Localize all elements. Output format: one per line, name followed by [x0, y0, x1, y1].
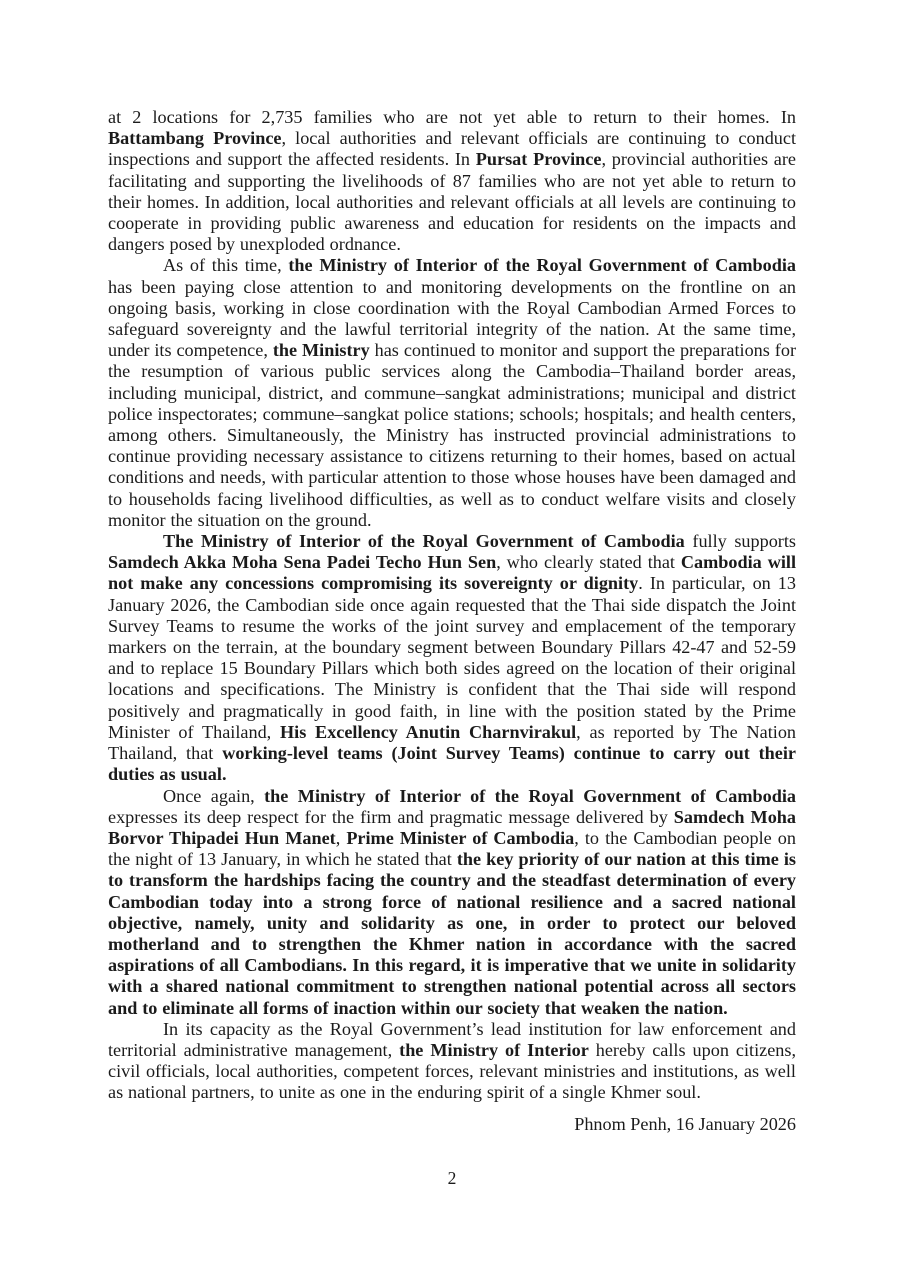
text-run: , who clearly stated that	[496, 552, 681, 573]
text-run: . In particular, on 13 January 2026, the Cambodian side once again requested that the Thai side dispatch the Joint Survey Teams to resume the works of the joint survey and emplacement of the temporary markers on the terrain, at the boundary segment between Boundary Pillars 42-47 and 52-59 and to replace 15 Boundary Pillars which both sides agreed on the location of their original locations and specifications. The Ministry is confident that the Thai side will respond positively and pragmatically in good faith, in line with the position stated by the Prime Minister of Thailand,	[108, 573, 796, 742]
text-run: In its capacity as the Royal Government’s lead institution for law enforcement and territorial administrative management,	[108, 1018, 796, 1060]
text-run: His Excellency Anutin Charnvirakul	[280, 721, 577, 742]
text-run: has continued to monitor and support the preparations for the resumption of various public services along the Cambodia–Thailand border areas, including municipal, district, and commune–sangkat administrations; municipal and district police inspectorates; commune–sangkat police stations; schools; hospitals; and health centers, among others. Simultaneously, the Ministry has instructed provincial administrations to continue providing necessary assistance to citizens returning to their homes, based on actual conditions and needs, with particular attention to those whose houses have been damaged and to households facing livelihood difficulties, as well as to conduct welfare visits and closely monitor the situation on the ground.	[108, 340, 796, 530]
text-run: Samdech Akka Moha Sena Padei Techo Hun Sen	[108, 552, 497, 573]
paragraph	[108, 255, 796, 531]
text-run: , as reported by The Nation Thailand, that	[108, 721, 797, 764]
page-number: 2	[447, 1168, 457, 1188]
paragraph	[108, 531, 796, 785]
text-run: , provincial authorities are facilitating and supporting the livelihoods of 87 families who are not yet able to return to their homes. In addition, local authorities and relevant officials at all levels are continuing to cooperate in providing public awareness and education for residents on the impacts and dangers posed by unexploded ordnance.	[108, 149, 796, 255]
text-run: expresses its deep respect for the firm and pragmatic message delivered by	[108, 806, 674, 827]
text-run: Samdech Moha Borvor Thipadei Hun Manet	[108, 806, 796, 848]
text-run: working-level teams (Joint Survey Teams) continue to carry out their duties as usual.	[108, 743, 796, 785]
text-run: Cambodia will not make any concessions compromising its sovereignty or dignity	[108, 552, 796, 594]
text-run: Battambang Province	[108, 128, 282, 149]
text-run: Pursat Province	[475, 149, 602, 170]
text-run: , to the Cambodian people on the night of 13 January, in which he stated that	[108, 827, 796, 870]
paragraph	[108, 107, 796, 255]
text-run: the Ministry	[272, 340, 370, 361]
text-run: As of this time,	[163, 255, 289, 276]
text-run: ,	[335, 827, 347, 848]
text-run: hereby calls upon citizens, civil officials, local authorities, competent forces, relevant ministries and institutions, as well as national partners, to unite as one in the enduring spirit of a single Khmer soul.	[108, 1039, 796, 1103]
text-run: the Ministry of Interior of the Royal Government of Cambodia	[288, 255, 797, 276]
text-run: , local authorities and relevant officials are continuing to conduct inspections and support the affected residents. In	[108, 128, 797, 170]
text-run: at 2 locations for 2,735 families who are not yet able to return to their homes. In	[108, 107, 796, 127]
paragraph	[108, 786, 796, 1019]
text-run: has been paying close attention to and monitoring developments on the frontline on an ongoing basis, working in close coordination with the Royal Cambodian Armed Forces to safeguard sovereignty and the lawful territorial integrity of the nation. At the same time, under its competence,	[108, 276, 796, 361]
dateline: Phnom Penh, 16 January 2026	[574, 1114, 796, 1134]
text-run: the Ministry of Interior of the Royal Government of Cambodia	[264, 785, 796, 806]
text-run: Once again,	[163, 785, 265, 806]
text-run: The Ministry of Interior of the Royal Government of Cambodia	[163, 531, 685, 552]
text-run: the Ministry of Interior	[399, 1039, 589, 1060]
document-body	[108, 107, 796, 1104]
text-run: Prime Minister of Cambodia	[346, 827, 575, 848]
paragraph	[108, 1019, 796, 1104]
text-run: fully supports	[684, 531, 796, 552]
text-run: the key priority of our nation at this time is to transform the hardships facing the country and the steadfast determination of every Cambodian today into a strong force of national resilience and a sacred national objective, namely, unity and solidarity as one, in order to protect our beloved motherland and to strengthen the Khmer nation in accordance with the sacred aspirations of all Cambodians. In this regard, it is imperative that we unite in solidarity with a shared national commitment to strengthen national potential across all sectors and to eliminate all forms of inaction within our society that weaken the nation.	[108, 849, 796, 1018]
